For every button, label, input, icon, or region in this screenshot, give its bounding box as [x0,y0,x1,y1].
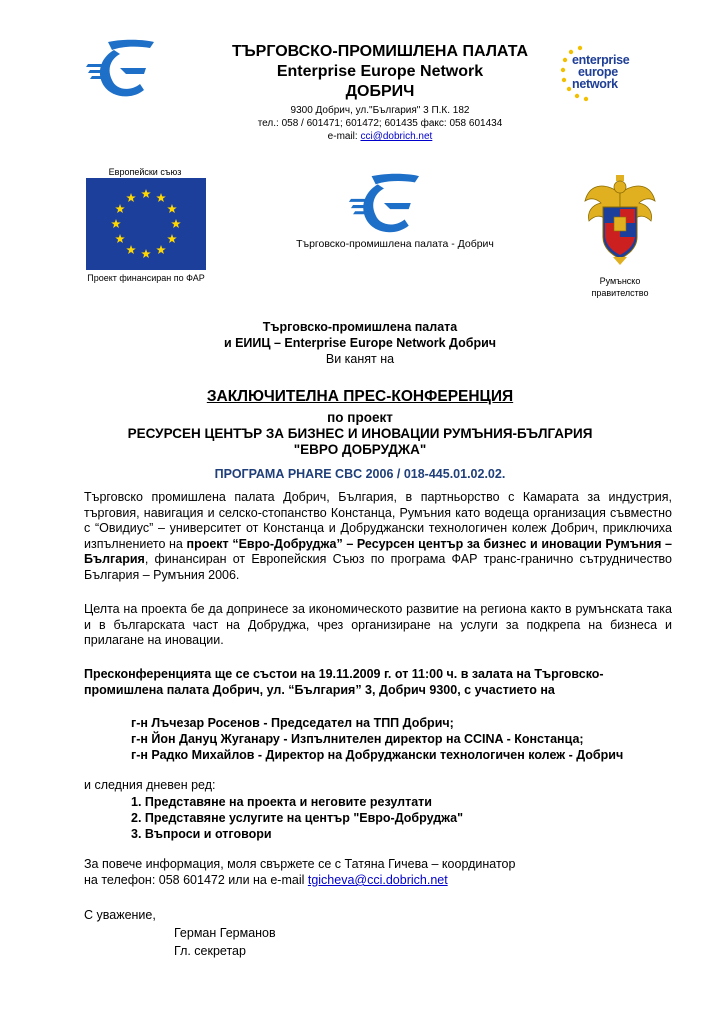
list-item: г-н Радко Михайлов - Директор на Добруджански технологичен колеж - Добрич [131,748,624,762]
signature-name: Герман Германов [174,926,276,940]
romania-caption: Румънско правителство [591,276,649,298]
agenda-list [131,794,631,842]
een-word-enterprise: enterprise [572,53,630,67]
paragraph-3: Пресконференцията ще се състои на 19.11.2009 г. от 11:00 ч. в залата на Търговско-промишлена палата Добрич, ул. “България” 3, Добрич 9300, с участието на [84,667,604,697]
header-title-block [160,42,600,102]
eu-stars-icon [86,178,206,270]
signature-title: Гл. секретар [174,944,246,958]
agenda-intro: и следния дневен ред: [84,778,216,792]
eu-star-icon [156,245,166,254]
invitation-line-2: и ЕИИЦ – Enterprise Europe Network Добрич [223,336,497,350]
invitation-line-1: Търговско-промишлена палата [262,320,458,334]
header-email-line [160,130,600,143]
list-item: 2. Представяне услугите на център "Евро-Добруджа" [131,811,464,825]
signature-greeting: С уважение, [84,908,156,922]
paragraph-2: Целта на проекта бе да допринесе за икономическото развитие на региона както в румънската така и в българската част на Добруджа, чрез организиране на услуги за подкрепа на бизнеса и прилагане на иновации. [84,602,672,647]
eu-star-icon [141,189,151,198]
eu-star-icon [115,204,125,213]
eu-star-icon [167,234,177,243]
conference-line-2: по проект [327,410,393,425]
eu-star-icon [115,234,125,243]
invitation-block [100,319,620,367]
eu-flag [86,178,206,270]
paragraph-1-start: Търговско промишлена палата Добрич, България, в партньорство с Камарата за индустрия, търговия, навигация и селско-стопанство Констанца, Румъния като водеща организация съвместно с “Овидиус” – университет от Констанца и Добруджански технологичен колеж Добрич, приключиха изпълнението на [84,490,672,551]
conference-line-4: "ЕВРО ДОБРУДЖА" [293,442,427,457]
contact-phone-text: на телефон: 058 601472 или на e-mail [84,873,308,887]
header-network-name: Enterprise Europe Network [276,63,484,80]
eu-caption-bottom: Проект финансиран по ФАР [87,273,205,283]
header-phones: тел.: 058 / 601471; 601472; 601435 факс: 058 601434 [257,118,503,129]
contact-line-2 [84,872,644,888]
chamber-logo-icon [86,38,156,102]
contact-line-1: За повече информация, моля свържете се с Татяна Гичева – координатор [84,857,516,871]
paragraph-1-end: , финансиран от Европейския Съюз по програма ФАР транс-гранично сътрудничество България – Румъния 2006. [84,552,672,582]
een-word-network: network [572,77,618,91]
header-email-link[interactable]: cci@dobrich.net [360,131,433,142]
header-address: 9300 Добрич, ул."България" 3 П.К. 182 [290,105,470,116]
romania-coat-of-arms-icon [583,171,657,267]
een-word-europe: europe [578,65,618,79]
een-logo [560,44,640,102]
eu-caption-top: Европейски съюз [108,167,182,177]
eu-star-icon [171,219,181,228]
list-item: 3. Въпроси и отговори [131,827,272,841]
list-item: 1. Представяне на проекта и неговите резултати [131,795,432,809]
eu-star-icon [126,245,136,254]
participants-list [131,715,691,763]
contact-block [84,856,644,888]
eu-star-icon [126,193,136,202]
header-email-label: e-mail: [327,131,361,142]
eu-star-icon [167,204,177,213]
chamber-logo-center-icon [345,172,425,238]
header-city: ДОБРИЧ [345,83,415,100]
conference-line-3: РЕСУРСЕН ЦЕНТЪР ЗА БИЗНЕС И ИНОВАЦИИ РУМЪНИЯ-БЪЛГАРИЯ [127,426,593,441]
conference-title: ЗАКЛЮЧИТЕЛНА ПРЕС-КОНФЕРЕНЦИЯ [206,388,514,405]
header-contact-block [160,104,600,143]
list-item: г-н Йон Дануц Жуганару - Изпълнителен директор на CCINA - Констанца; [131,732,584,746]
conference-subtitle [60,410,660,458]
invitation-line-3: Ви канят на [325,352,395,366]
eu-star-icon [111,219,121,228]
header-org-name: ТЪРГОВСКО-ПРОМИШЛЕНА ПАЛАТА [231,43,529,60]
contact-email-link[interactable]: tgicheva@cci.dobrich.net [307,873,448,887]
eu-star-icon [156,193,166,202]
list-item: г-н Лъчезар Росенов - Председател на ТПП Добрич; [131,716,454,730]
conference-program: ПРОГРАМА PHARE CBC 2006 / 018-445.01.02.02. [214,467,506,481]
paragraph-1-project-name: проект “Евро-Добруджа” – Ресурсен център за бизнес и иновации Румъния – България [84,536,672,566]
eu-star-icon [141,249,151,258]
paragraph-1 [84,490,672,583]
center-logo-caption: Търговско-промишлена палата - Добрич [296,238,494,250]
signature-block [84,906,484,960]
